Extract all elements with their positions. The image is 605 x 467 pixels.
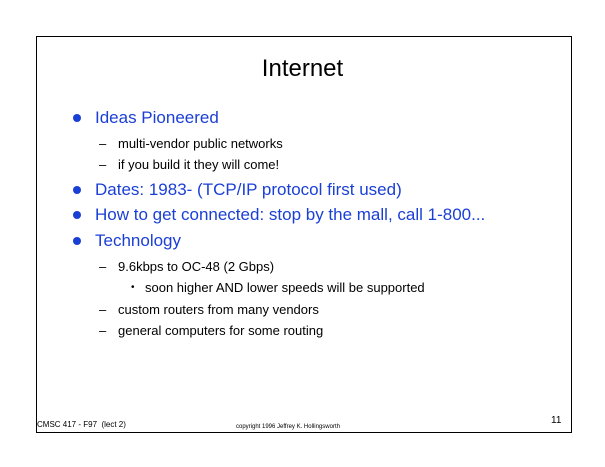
bullet-dot-icon	[73, 237, 81, 245]
bullet-item	[95, 108, 219, 128]
bullet-text: Dates: 1983- (TCP/IP protocol first used)	[95, 180, 402, 199]
dash-icon: –	[99, 259, 107, 274]
dash-icon: –	[99, 302, 107, 317]
bullet-dot-icon	[73, 211, 81, 219]
sub-bullet-text: 9.6kbps to OC-48 (2 Gbps)	[118, 259, 275, 274]
sub-bullet-text: general computers for some routing	[118, 323, 324, 338]
footer-course: CMSC 417 - F97 (lect 2)	[37, 420, 126, 429]
bullet-item	[95, 180, 402, 200]
bullet-item	[95, 205, 485, 225]
bullet-item	[95, 231, 181, 251]
sub-bullet-item	[99, 259, 275, 275]
sub-bullet-text: custom routers from many vendors	[118, 302, 319, 317]
slide-title: Internet	[261, 55, 344, 82]
bullet-text: How to get connected: stop by the mall, call 1-800...	[95, 205, 486, 224]
dash-icon: –	[99, 323, 107, 338]
dash-icon: –	[99, 157, 107, 172]
footer-copyright: copyright 1996 Jeffrey K. Hollingsworth	[236, 424, 340, 430]
sub-bullet-text: multi-vendor public networks	[118, 136, 283, 151]
sub-bullet-text: if you build it they will come!	[118, 157, 280, 172]
sub-bullet-item	[99, 302, 319, 318]
dash-icon: –	[99, 136, 107, 151]
sub-sub-bullet-item	[131, 280, 425, 296]
bullet-icon: •	[131, 282, 135, 293]
bullet-text: Technology	[95, 231, 182, 250]
sub-sub-bullet-text: soon higher AND lower speeds will be supported	[145, 280, 425, 295]
sub-bullet-item	[99, 136, 283, 152]
bullet-dot-icon	[73, 186, 81, 194]
page-number: 11	[551, 415, 562, 426]
sub-bullet-item	[99, 323, 324, 339]
sub-bullet-item	[99, 157, 280, 173]
bullet-dot-icon	[73, 114, 81, 122]
bullet-text: Ideas Pioneered	[95, 108, 219, 127]
